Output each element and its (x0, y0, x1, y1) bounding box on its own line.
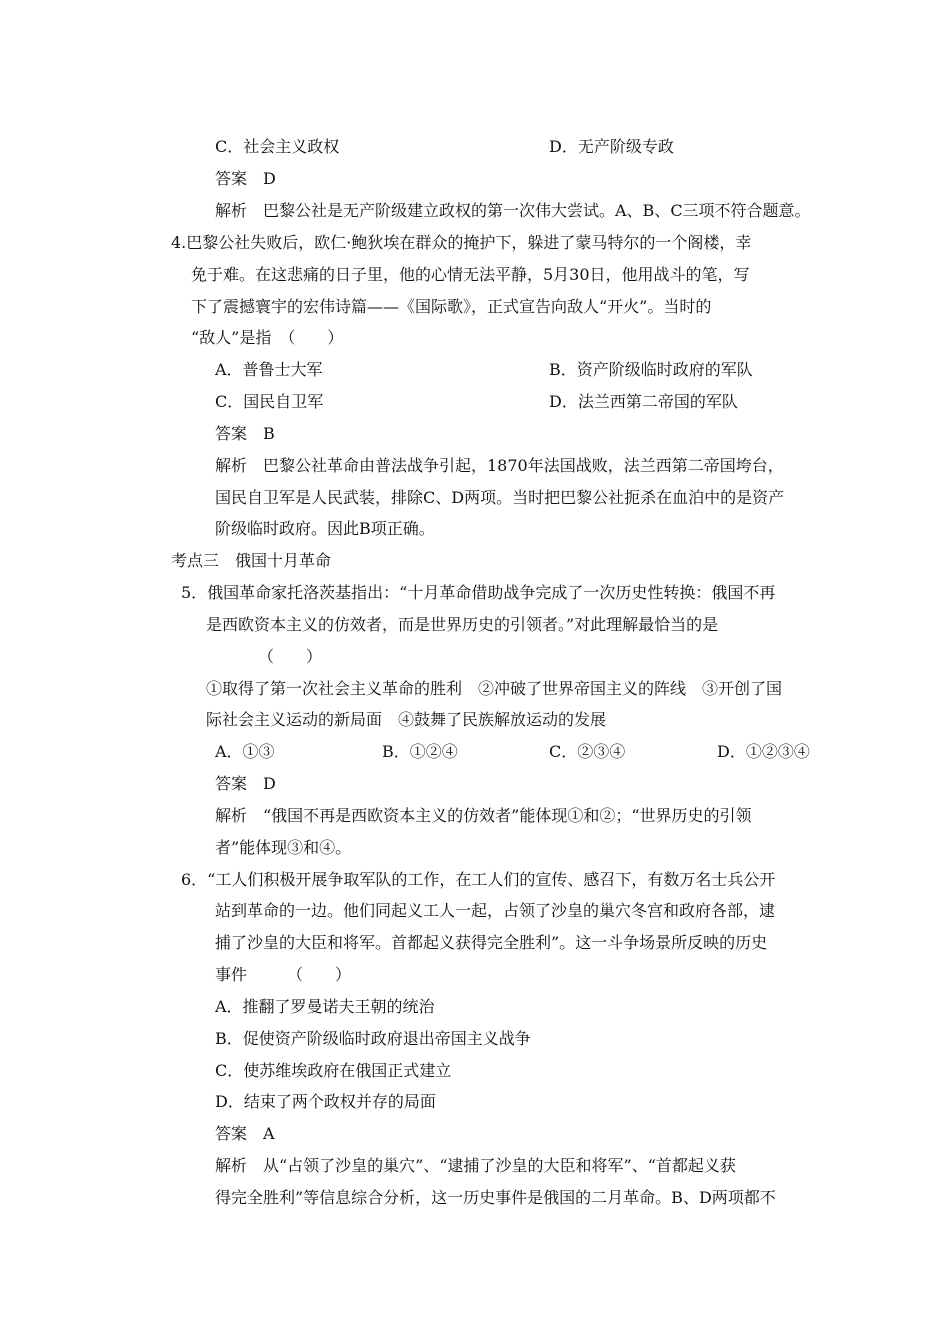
q5-analysis-line-1: 解析 “俄国不再是西欧资本主义的仿效者”能体现①和②；“世界历史的引领 (215, 806, 752, 825)
q6-stem-line-2: 站到革命的一边。他们同起义工人一起，占领了沙皇的巢穴冬宫和政府各部，逮 (215, 901, 776, 920)
q4-stem-line-2: 免于难。在这悲痛的日子里，他的心情无法平静，5月30日，他用战斗的笔，写 (191, 265, 750, 284)
q5-option-c: C．②③④ (549, 742, 626, 761)
q4-stem-line-3: 下了震撼寰宇的宏伟诗篇——《国际歌》，正式宣告向敌人“开火”。当时的 (191, 297, 712, 316)
q5-option-b: B．①②④ (382, 742, 458, 761)
q4-analysis-line-2: 国民自卫军是人民武装，排除C、D两项。当时把巴黎公社扼杀在血泊中的是资产 (215, 488, 785, 507)
q3-option-d: D．无产阶级专政 (549, 137, 674, 156)
q6-stem-line-3: 捕了沙皇的大臣和将军。首都起义获得完全胜利”。这一斗争场景所反映的历史 (215, 933, 768, 952)
q5-option-a: A．①③ (215, 742, 275, 761)
q5-stem-line-3: （ ） (258, 647, 323, 666)
q4-option-d: D．法兰西第二帝国的军队 (549, 392, 738, 411)
q3-analysis: 解析 巴黎公社是无产阶级建立政权的第一次伟大尝试。A、B、C三项不符合题意。 (215, 201, 811, 220)
q5-analysis-line-2: 者”能体现③和④。 (215, 838, 352, 857)
q6-option-d: D．结束了两个政权并存的局面 (215, 1092, 436, 1111)
q4-stem-line-1: 4.巴黎公社失败后，欧仁·鲍狄埃在群众的掩护下，躲进了蒙马特尔的一个阁楼，幸 (171, 233, 752, 252)
q5-items-line-1: ①取得了第一次社会主义革命的胜利 ②冲破了世界帝国主义的阵线 ③开创了国 (206, 679, 783, 698)
q4-answer: 答案 B (215, 424, 275, 443)
q4-analysis-line-3: 阶级临时政府。因此B项正确。 (215, 519, 435, 538)
section-title: 考点三 俄国十月革命 (171, 551, 332, 570)
q6-analysis-line-1: 解析 从“占领了沙皇的巢穴”、“逮捕了沙皇的大臣和将军”、“首都起义获 (215, 1156, 736, 1175)
q6-option-a: A．推翻了罗曼诺夫王朝的统治 (215, 997, 435, 1016)
q6-stem-line-1: 6．“工人们积极开展争取军队的工作，在工人们的宣传、感召下，有数万名士兵公开 (181, 870, 776, 889)
q3-answer: 答案 D (215, 169, 276, 188)
q6-option-b: B．促使资产阶级临时政府退出帝国主义战争 (215, 1029, 531, 1048)
q5-answer: 答案 D (215, 774, 276, 793)
q3-option-c: C．社会主义政权 (215, 137, 340, 156)
q4-option-b: B．资产阶级临时政府的军队 (549, 360, 753, 379)
q5-option-d: D．①②③④ (717, 742, 810, 761)
q6-option-c: C．使苏维埃政府在俄国正式建立 (215, 1061, 452, 1080)
q5-stem-line-2: 是西欧资本主义的仿效者，而是世界历史的引领者。”对此理解最恰当的是 (206, 615, 719, 634)
q4-stem-line-4: “敌人”是指 （ ） (191, 328, 344, 347)
q6-analysis-line-2: 得完全胜利”等信息综合分析，这一历史事件是俄国的二月革命。B、D两项都不 (215, 1188, 776, 1207)
q5-stem-line-1: 5．俄国革命家托洛茨基指出：“十月革命借助战争完成了一次历史性转换：俄国不再 (181, 583, 776, 602)
q6-stem-line-4: 事件 （ ） (215, 965, 352, 984)
q4-analysis-line-1: 解析 巴黎公社革命由普法战争引起，1870年法国战败，法兰西第二帝国垮台， (215, 456, 784, 475)
q5-items-line-2: 际社会主义运动的新局面 ④鼓舞了民族解放运动的发展 (206, 710, 607, 729)
q4-option-c: C．国民自卫军 (215, 392, 324, 411)
q4-option-a: A．普鲁士大军 (215, 360, 323, 379)
q6-answer: 答案 A (215, 1124, 275, 1143)
